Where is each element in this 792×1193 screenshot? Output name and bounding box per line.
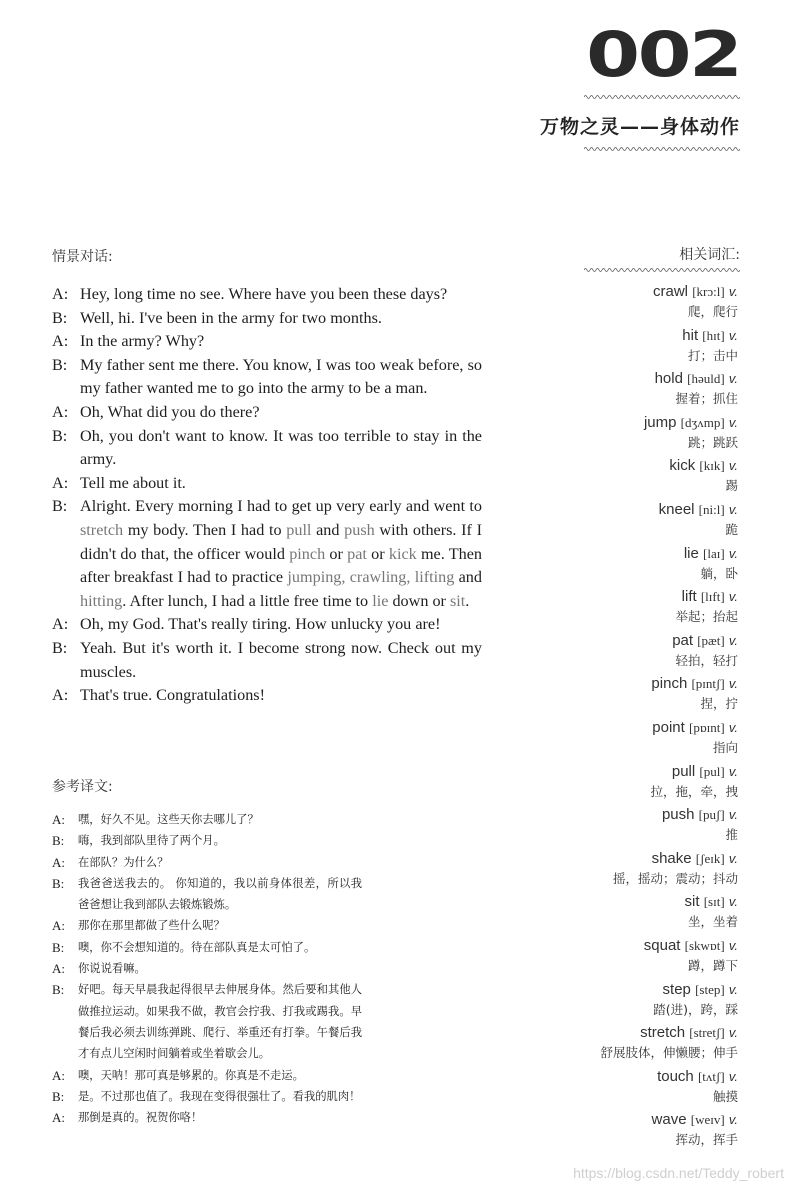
vocab-meaning: 坐，坐着 bbox=[687, 914, 738, 930]
dialogue-text bbox=[80, 330, 482, 354]
text-segment: Oh, my God. That's really tiring. How unlucky you are! bbox=[80, 615, 441, 634]
speaker-label: A: bbox=[52, 686, 69, 705]
vocab-meaning: 指向 bbox=[712, 739, 738, 755]
translation-line bbox=[52, 937, 362, 958]
vocab-word: stretch bbox=[640, 1024, 686, 1042]
vocab-entry bbox=[518, 1022, 738, 1043]
vocab-item bbox=[518, 412, 738, 456]
vocab-highlight: push bbox=[344, 520, 375, 539]
text-segment: Yeah. But it's worth it. I become strong now. Check out my muscles. bbox=[80, 638, 482, 681]
vocab-meaning: 举起；抬起 bbox=[675, 609, 738, 625]
vocab-word: crawl bbox=[653, 283, 689, 300]
vocab-phonetic: [weɪv] bbox=[690, 1112, 725, 1128]
translation-line bbox=[52, 979, 362, 1064]
vocab-phonetic: [skwɒt] bbox=[684, 937, 725, 953]
vocab-word: pinch bbox=[651, 675, 688, 693]
vocab-pos: v. bbox=[728, 1068, 738, 1084]
translation-line bbox=[52, 809, 362, 830]
vocab-meaning: 跳；跳跃 bbox=[687, 434, 738, 450]
chapter-number: 002 bbox=[585, 18, 740, 91]
vocab-entry bbox=[518, 1066, 738, 1087]
vocab-word: wave bbox=[651, 1111, 687, 1129]
dialogue-line bbox=[52, 330, 482, 354]
text-segment: Hey, long time no see. Where have you been these days? bbox=[80, 285, 448, 303]
chapter-title: 万物之灵——身体动作 bbox=[539, 116, 740, 138]
text-segment: and bbox=[311, 520, 345, 539]
dialogue-line bbox=[52, 401, 482, 425]
dialogue-line bbox=[52, 283, 482, 307]
vocab-list bbox=[518, 281, 738, 1153]
text-segment: Well, hi. I've been in the army for two months. bbox=[80, 308, 382, 327]
speaker-label: B: bbox=[52, 308, 68, 327]
vocab-pos: v. bbox=[728, 284, 738, 299]
vocab-meaning: 躺，卧 bbox=[700, 565, 738, 581]
translation-line bbox=[52, 915, 362, 936]
vocab-pos: v. bbox=[728, 981, 738, 997]
vocab-entry bbox=[518, 499, 738, 520]
vocab-phonetic: [ni:l] bbox=[698, 501, 725, 517]
vocab-item bbox=[518, 499, 738, 543]
vocab-meaning: 推 bbox=[725, 827, 738, 843]
dialogue-text bbox=[80, 307, 482, 331]
vocab-word: kick bbox=[669, 457, 696, 475]
watermark: https://blog.csdn.net/Teddy_robert bbox=[573, 1165, 784, 1181]
text-segment: My father sent me there. You know, I was too weak before, so my father wanted me to go into the army to be a man. bbox=[80, 355, 482, 398]
dialogue-line bbox=[52, 472, 482, 496]
vocab-pos: v. bbox=[728, 327, 738, 343]
text-segment: me. Then after breakfast I had to practice bbox=[80, 544, 482, 587]
text-segment: with others. If I didn't do that, the officer would bbox=[80, 520, 482, 563]
vocab-word: squat bbox=[643, 936, 681, 954]
vocab-entry bbox=[518, 891, 738, 912]
speaker-label: A: bbox=[52, 854, 65, 870]
vocab-entry bbox=[518, 543, 738, 564]
vocab-meaning: 挥动，挥手 bbox=[675, 1132, 738, 1148]
dialogue-line bbox=[52, 495, 482, 613]
speaker-label: B: bbox=[52, 426, 68, 445]
speaker-label: B: bbox=[52, 497, 68, 516]
speaker-label: A: bbox=[52, 961, 65, 977]
vocab-meaning: 踢 bbox=[725, 478, 738, 494]
vocab-meaning: 跪 bbox=[725, 521, 738, 537]
vocab-entry bbox=[518, 717, 738, 738]
vocab-phonetic: [hɪt] bbox=[702, 327, 725, 343]
vocab-highlight: pull bbox=[286, 520, 312, 539]
translation-line bbox=[52, 873, 362, 916]
vocab-item bbox=[518, 543, 738, 587]
vocab-pos: v. bbox=[728, 937, 738, 953]
vocab-highlight: sit bbox=[450, 591, 466, 610]
vocab-pos: v. bbox=[728, 501, 738, 517]
text-segment: Alright. Every morning I had to get up very early and went to bbox=[80, 497, 482, 516]
speaker-label: B: bbox=[52, 875, 65, 891]
vocab-entry bbox=[518, 586, 738, 607]
speaker-label: A: bbox=[52, 615, 69, 634]
vocab-item bbox=[518, 368, 738, 412]
text-segment: or bbox=[366, 544, 389, 563]
dialogue bbox=[52, 283, 482, 708]
vocab-word: pat bbox=[672, 631, 694, 649]
vocab-item bbox=[518, 281, 738, 325]
speaker-label: A: bbox=[52, 1067, 65, 1083]
vocab-phonetic: [lɪft] bbox=[700, 589, 725, 605]
vocab-entry bbox=[518, 325, 738, 346]
vocab-phonetic: [pɪntʃ] bbox=[691, 676, 725, 692]
translation-text: 嗨，我到部队里待了两个月。 bbox=[78, 834, 225, 848]
speaker-label: B: bbox=[52, 833, 65, 849]
translation-heading: 参考译文: bbox=[52, 779, 113, 795]
dialogue-heading: 情景对话: bbox=[52, 249, 113, 265]
vocab-pos: v. bbox=[728, 850, 738, 866]
vocab-meaning: 蹲，蹲下 bbox=[687, 957, 738, 973]
vocab-meaning: 摇，摇动；震动；抖动 bbox=[612, 870, 738, 886]
vocab-word: touch bbox=[657, 1067, 694, 1085]
dialogue-text bbox=[80, 283, 482, 307]
vocab-word: step bbox=[662, 980, 691, 998]
vocab-pos: v. bbox=[728, 545, 738, 561]
vocab-item bbox=[518, 761, 738, 805]
vocab-meaning: 轻拍，轻打 bbox=[675, 652, 738, 668]
translation bbox=[52, 809, 362, 1128]
speaker-label: B: bbox=[52, 1088, 65, 1104]
speaker-label: B: bbox=[52, 355, 68, 374]
vocab-meaning: 打；击中 bbox=[687, 347, 738, 363]
translation-line bbox=[52, 1086, 362, 1107]
speaker-label: B: bbox=[52, 939, 65, 955]
vocab-word: kneel bbox=[658, 500, 695, 518]
vocab-phonetic: [həuld] bbox=[687, 371, 725, 387]
speaker-label: A: bbox=[52, 473, 69, 492]
vocab-phonetic: [ʃeɪk] bbox=[695, 850, 725, 866]
dialogue-line bbox=[52, 684, 482, 708]
vocab-meaning: 爬，爬行 bbox=[687, 304, 738, 319]
text-segment: and bbox=[454, 568, 482, 587]
vocab-item bbox=[518, 1109, 738, 1153]
vocab-word: hit bbox=[682, 326, 699, 344]
translation-text: 好吧。每天早晨我起得很早去伸展身体。然后要和其他人做推拉运动。如果我不做，教官会拧我、打我或踢我。早餐后我必须去训练弹跳、爬行、举重还有打拳。午餐后我才有点儿空闲时间躺着或坐着歇会儿。 bbox=[78, 983, 362, 1061]
dialogue-text bbox=[80, 684, 482, 708]
translation-text: 我爸爸送我去的。 你知道的，我以前身体很差，所以我爸爸想让我到部队去锻炼锻炼。 bbox=[78, 876, 362, 912]
vocab-entry bbox=[518, 673, 738, 694]
vocab-item bbox=[518, 455, 738, 499]
dialogue-text bbox=[80, 495, 482, 613]
dialogue-text bbox=[80, 425, 482, 472]
vocab-entry bbox=[518, 281, 738, 302]
text-segment: . bbox=[465, 591, 470, 610]
vocab-pos: v. bbox=[728, 632, 738, 648]
vocab-item bbox=[518, 1066, 738, 1110]
vocab-entry bbox=[518, 412, 738, 433]
text-segment: Tell me about it. bbox=[80, 473, 186, 492]
speaker-label: A: bbox=[52, 918, 65, 934]
text-segment: or bbox=[325, 544, 348, 563]
vocab-meaning: 踏(进)，跨，踩 bbox=[653, 1001, 738, 1017]
vocab-pos: v. bbox=[728, 1112, 738, 1128]
dialogue-line bbox=[52, 613, 482, 637]
vocab-phonetic: [puʃ] bbox=[698, 807, 725, 823]
vocab-item bbox=[518, 804, 738, 848]
vocab-item bbox=[518, 586, 738, 630]
text-segment: . After lunch, I had a little free time to bbox=[122, 591, 373, 610]
translation-text: 是。不过那也值了。我现在变得很强壮了。看我的肌肉！ bbox=[78, 1089, 361, 1103]
vocab-meaning: 触摸 bbox=[712, 1088, 738, 1104]
vocab-entry bbox=[518, 935, 738, 956]
translation-text: 嘿，好久不见。这些天你去哪儿了？ bbox=[78, 813, 259, 826]
vocab-item bbox=[518, 325, 738, 369]
vocab-entry bbox=[518, 1109, 738, 1130]
wavy-divider bbox=[584, 267, 740, 273]
vocab-entry bbox=[518, 368, 738, 389]
translation-text: 那倒是真的。祝贺你咯！ bbox=[78, 1111, 203, 1125]
vocab-phonetic: [stretʃ] bbox=[689, 1025, 725, 1041]
vocab-highlight: pinch bbox=[289, 544, 326, 563]
vocab-phonetic: [pæt] bbox=[697, 632, 725, 648]
text-segment: That's true. Congratulations! bbox=[80, 686, 265, 705]
vocab-entry bbox=[518, 455, 738, 476]
dialogue-text bbox=[80, 613, 482, 637]
vocab-pos: v. bbox=[728, 371, 738, 387]
speaker-label: A: bbox=[52, 332, 69, 351]
vocab-entry bbox=[518, 979, 738, 1000]
translation-line bbox=[52, 958, 362, 979]
vocab-item bbox=[518, 891, 738, 935]
translation-text: 在部队？为什么？ bbox=[78, 855, 169, 869]
vocab-word: point bbox=[652, 718, 685, 736]
text-segment: my body. Then I had to bbox=[123, 520, 287, 539]
vocab-heading: 相关词汇: bbox=[679, 247, 740, 263]
vocab-entry bbox=[518, 848, 738, 869]
vocab-word: lie bbox=[683, 544, 699, 562]
text-segment: Oh, What did you do there? bbox=[80, 402, 260, 421]
vocab-phonetic: [laɪ] bbox=[703, 545, 725, 561]
translation-line bbox=[52, 852, 362, 873]
speaker-label: B: bbox=[52, 982, 65, 998]
vocab-word: push bbox=[661, 806, 695, 824]
vocab-highlight: lie bbox=[372, 591, 389, 610]
dialogue-line bbox=[52, 637, 482, 684]
dialogue-line bbox=[52, 425, 482, 472]
vocab-entry bbox=[518, 804, 738, 825]
vocab-pos: v. bbox=[728, 1025, 738, 1041]
translation-line bbox=[52, 1065, 362, 1086]
vocab-phonetic: [step] bbox=[695, 981, 725, 997]
vocab-pos: v. bbox=[728, 676, 738, 692]
dialogue-text bbox=[80, 354, 482, 401]
vocab-pos: v. bbox=[728, 719, 738, 735]
speaker-label: B: bbox=[52, 638, 68, 657]
vocab-word: hold bbox=[654, 370, 683, 388]
text-segment: In the army? Why? bbox=[80, 332, 205, 351]
vocab-highlight: stretch bbox=[80, 520, 124, 539]
vocab-entry bbox=[518, 630, 738, 651]
speaker-label: A: bbox=[52, 812, 65, 827]
wavy-divider bbox=[584, 146, 740, 152]
vocab-word: pull bbox=[671, 762, 696, 780]
vocab-meaning: 捏，拧 bbox=[700, 696, 738, 712]
dialogue-line bbox=[52, 307, 482, 331]
vocab-word: jump bbox=[643, 413, 677, 431]
vocab-pos: v. bbox=[728, 414, 738, 430]
vocab-entry bbox=[518, 761, 738, 782]
text-segment: Oh, you don't want to know. It was too terrible to stay in the army. bbox=[80, 426, 482, 469]
vocab-item bbox=[518, 848, 738, 892]
translation-line bbox=[52, 830, 362, 851]
dialogue-line bbox=[52, 354, 482, 401]
vocab-phonetic: [krɔ:l] bbox=[692, 284, 725, 299]
vocab-phonetic: [kɪk] bbox=[699, 458, 725, 474]
vocab-phonetic: [pul] bbox=[699, 763, 725, 779]
vocab-pos: v. bbox=[728, 807, 738, 823]
vocab-phonetic: [pɒɪnt] bbox=[688, 719, 725, 735]
vocab-word: shake bbox=[651, 849, 692, 867]
dialogue-text bbox=[80, 637, 482, 684]
vocab-word: sit bbox=[684, 893, 700, 911]
vocab-highlight: hitting bbox=[80, 591, 123, 610]
vocab-item bbox=[518, 1022, 738, 1066]
vocab-pos: v. bbox=[728, 763, 738, 779]
speaker-label: A: bbox=[52, 402, 69, 421]
vocab-meaning: 舒展肢体，伸懒腰；伸手 bbox=[600, 1045, 738, 1061]
vocab-word: lift bbox=[681, 588, 697, 606]
vocab-item bbox=[518, 935, 738, 979]
vocab-meaning: 握着；抓住 bbox=[675, 391, 738, 407]
vocab-phonetic: [tʌtʃ] bbox=[697, 1068, 725, 1084]
vocab-phonetic: [dʒʌmp] bbox=[680, 414, 725, 430]
vocab-phonetic: [sɪt] bbox=[703, 894, 725, 910]
vocab-highlight: kick bbox=[388, 544, 417, 563]
dialogue-text bbox=[80, 401, 482, 425]
wavy-divider bbox=[584, 94, 740, 100]
speaker-label: A: bbox=[52, 285, 69, 303]
text-segment: down or bbox=[388, 591, 450, 610]
vocab-pos: v. bbox=[728, 589, 738, 605]
vocab-item bbox=[518, 717, 738, 761]
dialogue-text bbox=[80, 472, 482, 496]
vocab-highlight: pat bbox=[347, 544, 367, 563]
translation-line bbox=[52, 1107, 362, 1128]
vocab-pos: v. bbox=[728, 458, 738, 474]
vocab-meaning: 拉，拖，牵，拽 bbox=[650, 783, 738, 799]
translation-text: 你说说看嘛。 bbox=[78, 962, 146, 976]
speaker-label: A: bbox=[52, 1110, 65, 1126]
vocab-item bbox=[518, 979, 738, 1023]
translation-text: 那你在那里都做了些什么呢？ bbox=[78, 919, 225, 933]
vocab-pos: v. bbox=[728, 894, 738, 910]
vocab-item bbox=[518, 630, 738, 674]
translation-text: 噢，你不会想知道的。待在部队真是太可怕了。 bbox=[78, 940, 316, 954]
vocab-highlight: jumping, crawling, lifting bbox=[287, 568, 455, 587]
vocab-item bbox=[518, 673, 738, 717]
translation-text: 噢，天呐！那可真是够累的。你真是不走运。 bbox=[78, 1068, 304, 1082]
